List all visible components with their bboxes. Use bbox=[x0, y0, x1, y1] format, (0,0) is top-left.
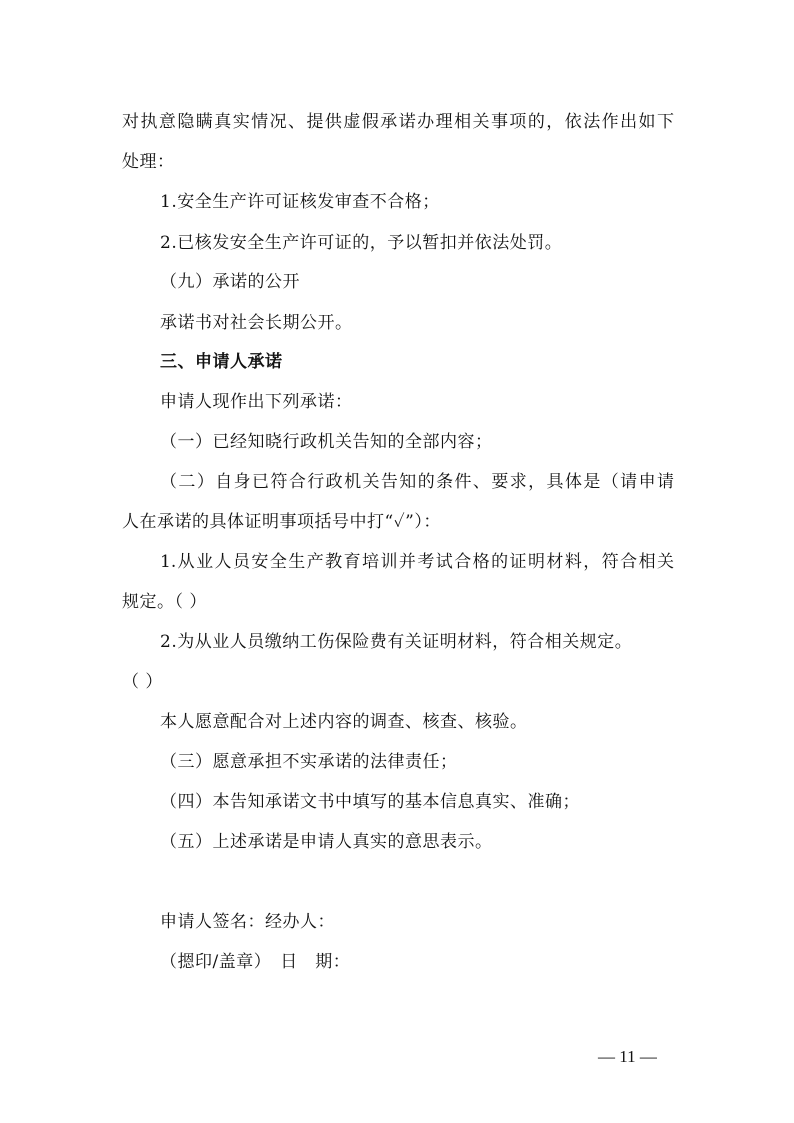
list-item: （二）自身已符合行政机关告知的条件、要求，具体是（请申请 bbox=[160, 472, 674, 492]
paragraph-line: 本人愿意配合对上述内容的调查、核查、核验。 bbox=[160, 712, 528, 732]
list-item: 2.已核发安全生产许可证的，予以暂扣并依法处罚。 bbox=[160, 233, 563, 253]
list-item: 1.安全生产许可证核发审查不合格； bbox=[160, 192, 440, 212]
seal-date-line: （摁印/盖章） 日 期： bbox=[160, 952, 351, 972]
list-item: （三）愿意承担不实承诺的法律责任； bbox=[160, 752, 458, 772]
list-item: （四）本告知承诺文书中填写的基本信息真实、准确； bbox=[160, 792, 580, 812]
checkbox-parentheses: （ ） bbox=[122, 672, 163, 692]
section-heading: （九）承诺的公开 bbox=[160, 272, 300, 292]
section-title: 三、申请人承诺 bbox=[160, 352, 283, 372]
list-item: （一）已经知晓行政机关告知的全部内容； bbox=[160, 432, 493, 452]
list-item: 2.为从业人员缴纳工伤保险费有关证明材料，符合相关规定。 bbox=[160, 632, 633, 652]
paragraph-line: 处理： bbox=[122, 152, 175, 172]
paragraph-line: 对执意隐瞒真实情况、提供虚假承诺办理相关事项的，依法作出如下 bbox=[122, 112, 674, 132]
list-item: （五）上述承诺是申请人真实的意思表示。 bbox=[160, 832, 493, 852]
checkbox-parentheses: 规定。（ ） bbox=[122, 592, 207, 612]
signature-line: 申请人签名：经办人： bbox=[160, 912, 335, 932]
paragraph-line: 承诺书对社会长期公开。 bbox=[160, 313, 353, 333]
page-number: — 11 — bbox=[598, 1047, 657, 1066]
paragraph-line: 申请人现作出下列承诺： bbox=[160, 392, 353, 412]
list-item: 1.从业人员安全生产教育培训并考试合格的证明材料，符合相关 bbox=[160, 552, 674, 572]
paragraph-line: 人在承诺的具体证明事项括号中打“✓”）： bbox=[122, 512, 441, 532]
